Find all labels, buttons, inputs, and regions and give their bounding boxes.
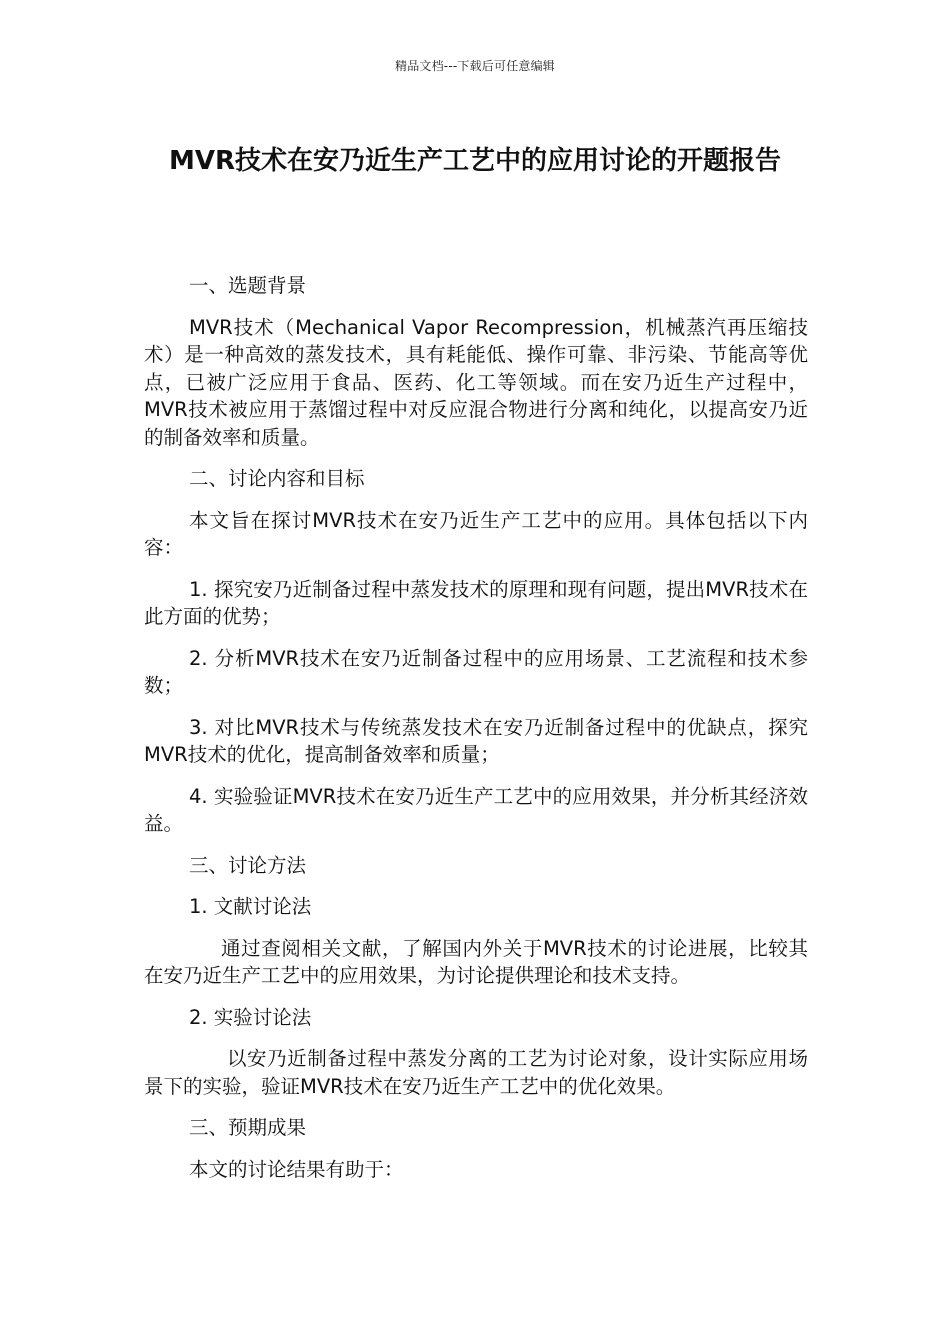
list-item-4: 4. 实验验证MVR技术在安乃近生产工艺中的应用效果，并分析其经济效益。 (144, 784, 808, 835)
paragraph-experiment: 以安乃近制备过程中蒸发分离的工艺为讨论对象，设计实际应用场景下的实验，验证MVR技术在安乃近生产工艺中的优化效果。 (144, 1047, 808, 1098)
list-item-2: 2. 分析MVR技术在安乃近制备过程中的应用场景、工艺流程和技术参数； (144, 646, 808, 697)
paragraph-background: MVR技术（Mechanical Vapor Recompression，机械蒸汽再压缩技术）是一种高效的蒸发技术，具有耗能低、操作可靠、非污染、节能高等优点，已被广泛应用于食品、医药、化工等领域。而在安乃近生产过程中，MVR技术被应用于蒸馏过程中对反应混合物进行分离和纯化，以提高安乃近的制备效率和质量。 (144, 315, 808, 449)
paragraph-outcomes-intro: 本文的讨论结果有助于： (189, 1157, 404, 1181)
section-heading-outcomes: 三、预期成果 (189, 1116, 307, 1139)
paragraph-intro: 本文旨在探讨MVR技术在安乃近生产工艺中的应用。具体包括以下内容： (144, 508, 808, 559)
document-title: MVR技术在安乃近生产工艺中的应用讨论的开题报告 (168, 146, 782, 176)
list-item-3: 3. 对比MVR技术与传统蒸发技术在安乃近制备过程中的优缺点，探究MVR技术的优化，提高制备效率和质量； (144, 715, 808, 766)
subheading-experiment: 2. 实验讨论法 (189, 1005, 312, 1029)
list-item-1: 1. 探究安乃近制备过程中蒸发技术的原理和现有问题，提出MVR技术在此方面的优势； (144, 577, 808, 628)
section-heading-methods: 三、讨论方法 (189, 853, 307, 877)
section-heading-background: 一、选题背景 (189, 274, 307, 297)
paragraph-literature: 通过查阅相关文献，了解国内外关于MVR技术的讨论进展，比较其在安乃近生产工艺中的应用效果，为讨论提供理论和技术支持。 (144, 936, 808, 987)
document-body (144, 272, 808, 1197)
header-note: 精品文档---下载后可任意编辑 (395, 59, 555, 73)
subheading-literature: 1. 文献讨论法 (189, 895, 312, 918)
section-heading-content-goals: 二、讨论内容和目标 (189, 467, 365, 490)
